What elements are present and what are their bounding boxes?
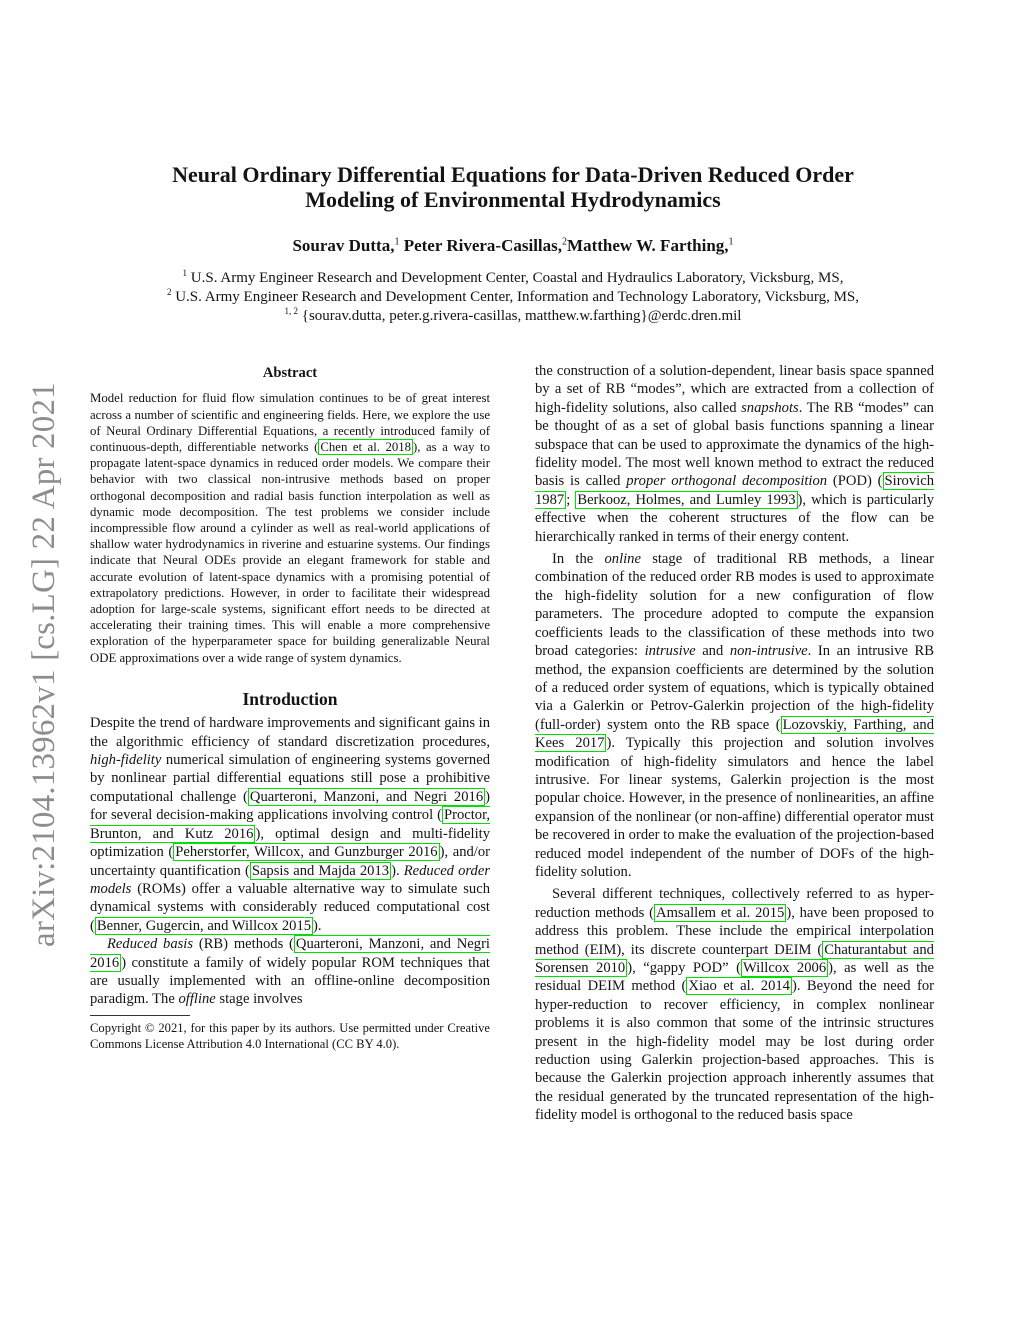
title-line-1: Neural Ordinary Differential Equations for Data-Driven Reduced Order — [172, 162, 854, 187]
arxiv-identifier: arXiv:2104.13962v1 [cs.LG] 22 Apr 2021 — [26, 382, 62, 948]
affiliation-text: U.S. Army Engineer Research and Development Center, Coastal and Hydraulics Laboratory, Vicksburg, MS, — [190, 270, 844, 286]
citation-link[interactable]: Proctor, Brunton, and Kutz 2016 — [90, 807, 490, 842]
title-line-2: Modeling of Environmental Hydrodynamics — [305, 187, 721, 212]
paragraph: the construction of a solution-dependent, linear basis space spanned by a set of RB “modes”, which are extracted from a collection of high-fidelity solutions, also called snapshots. The RB “modes” can be thought of as a set of global basis functions spanning a linear subspace that can be used to approximate the dynamics of the high-fidelity model. The most well known method to extract the reduced basis is called proper orthogonal decomposition (POD) ( Sirovich 1987 ; Berkooz, Holmes, and Lumley 1993 ), which is particularly effective when the coherent structures of the flow can be hierarchically ranked in terms of their energy content. — [535, 363, 934, 545]
author-name: Peter Rivera-Casillas, — [403, 236, 563, 255]
citation-link[interactable]: Chaturantabut and Sorensen 2010 — [535, 941, 934, 976]
right-column — [535, 362, 934, 1125]
citation-link[interactable]: Benner, Gugercin, and Willcox 2015 — [96, 917, 312, 934]
author-affil-mark: 2 — [562, 236, 568, 248]
footnote-divider — [90, 1015, 190, 1016]
author-name: Matthew W. Farthing, — [567, 236, 729, 255]
citation-link[interactable]: Amsallem et al. 2015 — [656, 904, 785, 921]
paragraph: Despite the trend of hardware improvements and significant gains in the algorithmic efficiency of standard discretization procedures, high-fidelity numerical simulation of engineering systems governed by nonlinear partial differential equations still pose a prohibitive computational challenge ( Quarteroni, Manzoni, and Negri 2016 ) for several decision-making applications involving control ( Proctor, Brunton, and Kutz 2016 ), optimal design and multi-fidelity optimization ( Peherstorfer, Willcox, and Gunzburger 2016 ), and/or uncertainty quantification ( Sapsis and Majda 2013 ). Reduced order models (ROMs) offer a valuable alternative way to simulate such dynamical systems with considerably reduced computational cost ( Benner, Gugercin, and Willcox 2015 ). — [90, 715, 490, 934]
citation-link[interactable]: Chen et al. 2018 — [320, 440, 412, 455]
paragraph: Several different techniques, collectively referred to as hyper-reduction methods ( Amsallem et al. 2015 ), have been proposed to address this problem. These include the empirical interpolation method (EIM), its discrete counterpart DEIM ( Chaturantabut and Sorensen 2010 ), “gappy POD” ( Willcox 2006 ), as well as the residual DEIM method ( Xiao et al. 2014 ). Beyond the need for hyper-reduction to recover efficiency, in complex nonlinear problems it is also common that some of the intrinsic structures present in the high-fidelity model may be lost during order reduction using Galerkin projection-based approaches. This is because the Galerkin projection approach inherently assumes that the residual generated by the truncated representation of the high-fidelity model is orthogonal to the reduced basis space — [535, 886, 934, 1124]
author-name: Sourav Dutta, — [292, 236, 395, 255]
section-heading-introduction: Introduction — [242, 688, 338, 709]
affiliation-text: U.S. Army Engineer Research and Development Center, Information and Technology Laboratory, Vicksburg, MS, — [175, 289, 860, 305]
paragraph: Reduced basis (RB) methods ( Quarteroni, Manzoni, and Negri 2016 ) constitute a family of widely popular ROM techniques that are usually implemented with an offline-online decomposition paradigm. The offline stage involves — [90, 936, 490, 1008]
citation-link[interactable]: Lozovskiy, Farthing, and Kees 2017 — [535, 716, 935, 752]
paper-title — [120, 162, 906, 212]
affiliation-mark: 1, 2 — [284, 306, 298, 316]
author-list — [120, 236, 906, 256]
citation-link[interactable]: Quarteroni, Manzoni, and Negri 2016 — [90, 936, 490, 971]
email-text: {sourav.dutta, peter.g.rivera-casillas, matthew.w.farthing}@erdc.dren.mil — [301, 308, 742, 324]
citation-link[interactable]: Peherstorfer, Willcox, and Gunzburger 2016 — [175, 844, 438, 861]
affiliation-mark: 2 — [166, 287, 172, 297]
copyright-footnote: Copyright © 2021, for this paper by its authors. Use permitted under Creative Commons License Attribution 4.0 International (CC BY 4.0). — [90, 1020, 490, 1051]
citation-link[interactable]: Berkooz, Holmes, and Lumley 1993 — [577, 491, 796, 508]
left-column — [90, 362, 490, 1052]
affiliation-mark: 1 — [182, 268, 188, 278]
citation-link[interactable]: Willcox 2006 — [742, 960, 827, 976]
citation-link[interactable]: Xiao et al. 2014 — [688, 978, 790, 995]
author-affil-mark: 1 — [394, 236, 400, 248]
citation-link[interactable]: Sirovich 1987 — [535, 473, 934, 508]
citation-link[interactable]: Quarteroni, Manzoni, and Negri 2016 — [249, 788, 484, 805]
paragraph: In the online stage of traditional RB methods, a linear combination of the reduced order RB modes is used to approximate the high-fidelity solution for a new configuration of flow parameters. The procedure adopted to compute the expansion coefficients leads to the classification of these methods into two broad categories: intrusive and non-intrusive. In an intrusive RB method, the expansion coefficients are determined by the solution of a reduced order system of equations, which is typically obtained via a Galerkin or Petrov-Galerkin projection of the high-fidelity (full-order) system onto the RB space ( Lozovskiy, Farthing, and Kees 2017 ). Typically this projection and solution involves modification of high-fidelity simulators and hence the label intrusive. For linear systems, Galerkin projection is the most popular choice. However, in the presence of nonlinearities, an affine expansion of the nonlinear (or non-affine) differential operator must be recovered in order to make the evaluation of the projection-based reduced model independent of the number of DOFs of the high-fidelity solution. — [535, 551, 935, 880]
author-affil-mark: 1 — [728, 236, 734, 248]
author-emails — [100, 302, 926, 325]
citation-link[interactable]: Sapsis and Majda 2013 — [251, 862, 390, 879]
abstract-text: Model reduction for fluid flow simulation continues to be of great interest across a number of scientific and engineering fields. Here, we explore the use of Neural Ordinary Differential Equations, a recently introduced family of continuous-depth, differentiable networks ( Chen et al. 2018 ), as a way to propagate latent-space dynamics in reduced order models. We compare their behavior with two classical non-intrusive methods based on proper orthogonal decomposition and radial basis function interpolation as well as dynamic mode decomposition. The test problems we consider include incompressible flow around a cylinder as well as real-world applications of shallow water hydrodynamics in riverine and estuarine systems. Our findings indicate that Neural ODEs provide an elegant framework for stable and accurate evolution of latent-space dynamics with a promising potential of extrapolatory predictions. However, in order to facilitate their widespread adoption for large-scale systems, significant effort needs to be directed at accelerating their training times. This will enable a more comprehensive exploration of the hyperparameter space for building generalizable Neural ODE approximations over a wide range of system dynamics. — [90, 391, 491, 665]
abstract-heading: Abstract — [262, 365, 318, 381]
